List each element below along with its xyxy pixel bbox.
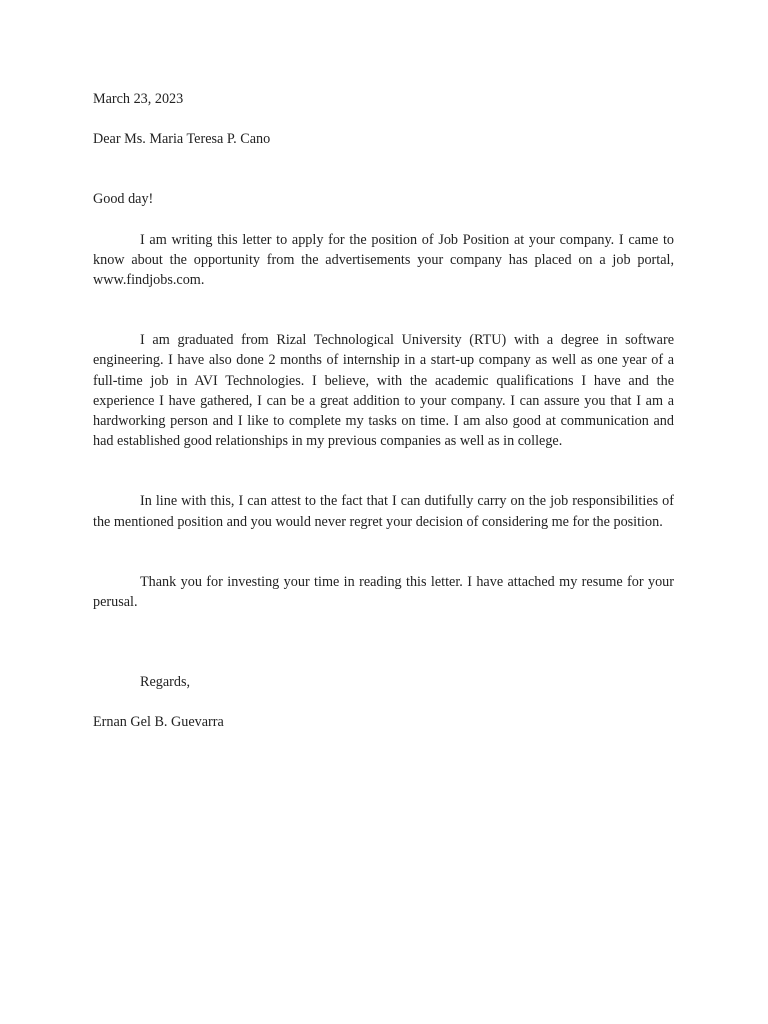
letter-greeting: Good day!: [93, 191, 154, 208]
letter-salutation: Dear Ms. Maria Teresa P. Cano: [93, 131, 271, 148]
letter-date: March 23, 2023: [93, 91, 184, 107]
cover-letter: [93, 89, 674, 733]
body-paragraph-application: I am writing this letter to apply for the position of Job Position at your company. I came to know about the opportunity from the advertisements your company has placed on a job portal, www.findjobs.com.: [93, 231, 674, 289]
body-paragraph-qualifications: I am graduated from Rizal Technological University (RTU) with a degree in software engineering. I have also done 2 months of internship in a start-up company as well as one year of a full-time job in AVI Technologies. I believe, with the academic qualifications I have and the experience I have gathered, I can be a great addition to your company. I can assure you that I am a hardworking person and I like to complete my tasks on time. I am also good at communication and had established good relationships in my previous companies as well as in college.: [93, 332, 674, 450]
letter-signature: Ernan Gel B. Guevarra: [93, 714, 224, 731]
body-paragraph-thanks: Thank you for investing your time in reading this letter. I have attached my resume for your perusal.: [93, 573, 674, 611]
letter-closing: Regards,: [140, 674, 191, 691]
body-paragraph-commitment: In line with this, I can attest to the fact that I can dutifully carry on the job responsibilities of the mentioned position and you would never regret your decision of considering me for the position.: [93, 493, 674, 530]
